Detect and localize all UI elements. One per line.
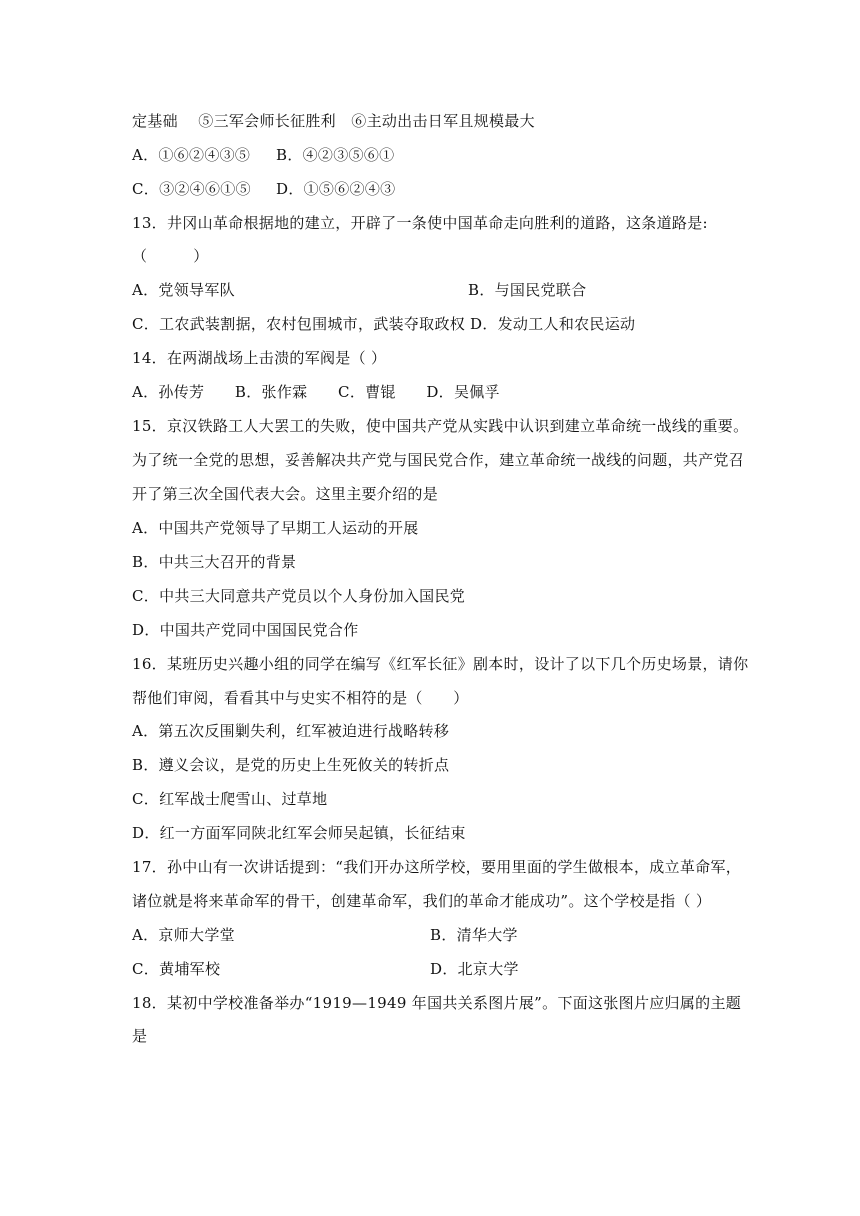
q17-stem-line2: 诸位就是将来革命军的骨干，创建革命军，我们的革命才能成功”。这个学校是指（ ）	[132, 892, 712, 910]
q15-option-d: D．中国共产党同中国国民党合作	[132, 621, 359, 639]
q13-option-b: B．与国民党联合	[468, 281, 587, 299]
q12-option-b: B．④②③⑤⑥①	[276, 146, 395, 164]
q15-stem-line2: 为了统一全党的思想，妥善解决共产党与国民党合作，建立革命统一战线的问题，共产党召	[132, 451, 745, 469]
q15-option-a: A．中国共产党领导了早期工人运动的开展	[132, 519, 419, 537]
q12-stem-tail: 定基础 ⑤三军会师长征胜利 ⑥主动出击日军且规模最大	[132, 112, 535, 130]
q15-option-c: C．中共三大同意共产党员以个人身份加入国民党	[132, 587, 466, 605]
q16-stem-line1: 16．某班历史兴趣小组的同学在编写《红军长征》剧本时，设计了以下几个历史场景，请你	[132, 655, 749, 673]
q16-stem-line2: 帮他们审阅，看看其中与史实不相符的是（ ）	[132, 689, 469, 707]
q17-option-c: C．黄埔军校	[132, 960, 221, 978]
q13-option-c: C．工农武装割据，农村包围城市，武装夺取政权	[132, 315, 466, 333]
q16-option-c: C．红军战士爬雪山、过草地	[132, 790, 328, 808]
q17-option-a: A．京师大学堂	[132, 926, 235, 944]
q15-stem-line3: 开了第三次全国代表大会。这里主要介绍的是	[132, 485, 439, 503]
q17-option-d: D．北京大学	[430, 960, 519, 978]
q15-option-b: B．中共三大召开的背景	[132, 553, 297, 571]
q13-option-a: A．党领导军队	[132, 281, 235, 299]
q13-stem-line1: 13．井冈山革命根据地的建立，开辟了一条使中国革命走向胜利的道路，这条道路是:	[132, 214, 708, 232]
q17-option-b: B．清华大学	[430, 926, 518, 944]
q13-stem-line2: （ ）	[132, 247, 209, 265]
q17-stem-line1: 17．孙中山有一次讲话提到：“我们开办这所学校，要用里面的学生做根本，成立革命军，	[132, 858, 742, 876]
q18-stem-line1: 18．某初中学校准备举办“1919—1949 年国共关系图片展”。下面这张图片应归属的主题	[132, 994, 742, 1012]
q16-option-a: A．第五次反围剿失利，红军被迫进行战略转移	[132, 722, 450, 740]
q14-stem: 14．在两湖战场上击溃的军阀是（ ）	[132, 349, 387, 367]
q14-options: A．孙传芳 B．张作霖 C．曹锟 D．吴佩孚	[132, 383, 500, 401]
q13-option-d: D．发动工人和农民运动	[470, 315, 636, 333]
q18-stem-line2: 是	[132, 1027, 148, 1045]
q12-option-a: A．①⑥②④③⑤	[132, 146, 251, 164]
q16-option-d: D．红一方面军同陕北红军会师吴起镇，长征结束	[132, 824, 466, 842]
q16-option-b: B．遵义会议，是党的历史上生死攸关的转折点	[132, 756, 450, 774]
q15-stem-line1: 15．京汉铁路工人大罢工的失败，使中国共产党从实践中认识到建立革命统一战线的重要。	[132, 417, 749, 435]
q12-option-c: C．③②④⑥①⑤	[132, 180, 251, 198]
q12-option-d: D．①⑤⑥②④③	[276, 180, 396, 198]
